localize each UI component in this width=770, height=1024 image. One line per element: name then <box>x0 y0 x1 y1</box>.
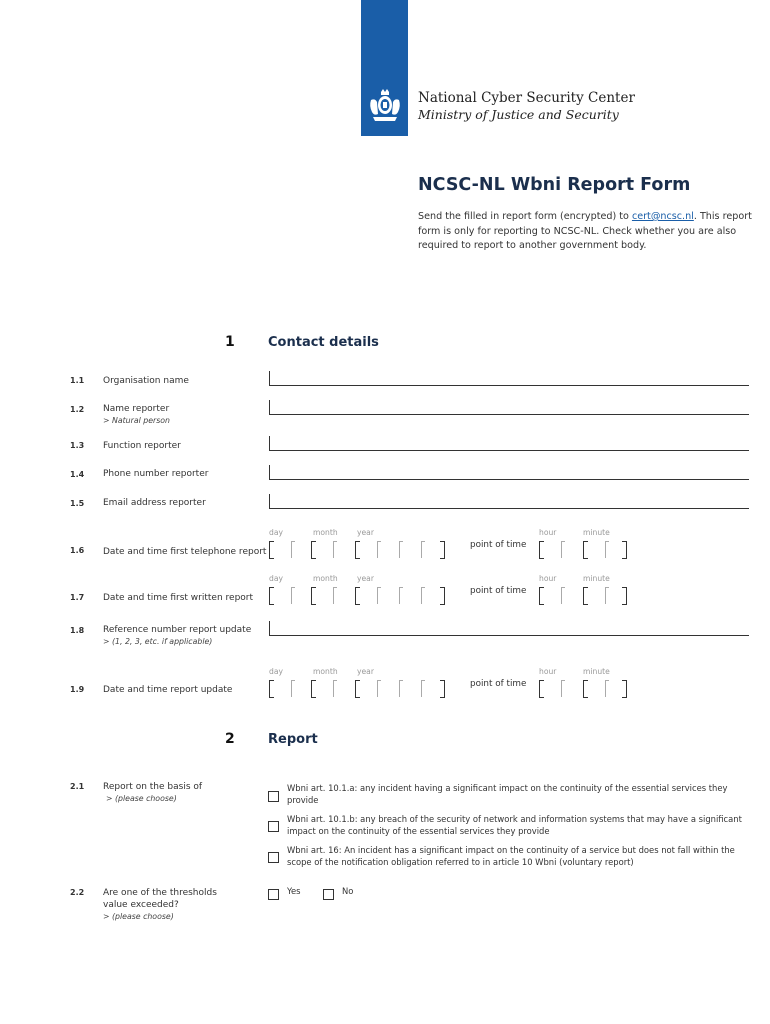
option-16-label: Wbni art. 16: An incident has a significant impact on the continuity of a service but does not fall within the scope of the notification obligation referred to in article 10 Wbni (voluntary report) <box>287 845 735 867</box>
datetime-1-9-date-digit[interactable] <box>421 680 425 697</box>
q1-6-label: Date and time first telephone report <box>103 547 267 557</box>
q1-8-sublabel: > (1, 2, 3, etc. if applicable) <box>103 637 213 646</box>
section-2-title: Report <box>268 732 318 747</box>
q1-6-number: 1.6 <box>70 546 85 555</box>
section-1-number: 1 <box>225 334 235 350</box>
q1-8-label <box>103 624 251 648</box>
org-name: National Cyber Security Center <box>418 90 635 106</box>
option-10-1-b-label: Wbni art. 10.1.b: any breach of the security of network and information systems that may have a significant impact on the continuity of the essential services they provide <box>287 814 742 836</box>
intro-text-start: Send the filled in report form (encrypted) to <box>418 211 632 222</box>
datetime-1-7-hour-label: hour <box>539 574 557 583</box>
q1-9-number: 1.9 <box>70 685 85 694</box>
q2-1-label-text: Report on the basis of <box>103 782 203 792</box>
q1-8-number: 1.8 <box>70 626 85 635</box>
datetime-1-7-year-label: year <box>357 574 374 583</box>
q2-1-sublabel: > (please choose) <box>106 794 177 803</box>
datetime-1-9-time-digit[interactable] <box>583 680 588 698</box>
datetime-1-6-point-of-time-label: point of time <box>470 540 527 550</box>
q1-4-label: Phone number reporter <box>103 469 209 479</box>
datetime-1-9-date-digit[interactable] <box>399 680 403 697</box>
q1-5-label: Email address reporter <box>103 498 206 508</box>
datetime-1-7-day-label: day <box>269 574 283 583</box>
datetime-1-7-date-digit[interactable] <box>269 587 274 605</box>
datetime-1-7-date-digit[interactable] <box>377 587 381 604</box>
datetime-1-6-time-digit[interactable] <box>605 541 609 558</box>
section-1-title: Contact details <box>268 335 379 350</box>
datetime-1-7-point-of-time-label: point of time <box>470 586 527 596</box>
datetime-1-9-date-digit[interactable] <box>355 680 360 698</box>
yes-checkbox[interactable] <box>268 889 279 900</box>
reference-number-field[interactable] <box>269 621 749 636</box>
datetime-1-6-time-digit[interactable] <box>539 541 544 559</box>
section-2-number: 2 <box>225 731 235 747</box>
q1-2-label <box>103 403 170 427</box>
option-10-1-a-label: Wbni art. 10.1.a: any incident having a significant impact on the continuity of the essential services they provide <box>287 783 728 805</box>
datetime-1-9-time-end <box>622 680 627 698</box>
datetime-1-6-time-end <box>622 541 627 559</box>
q1-7-label: Date and time first written report <box>103 593 254 603</box>
q1-2-number: 1.2 <box>70 405 85 414</box>
datetime-1-7-time-digit[interactable] <box>539 587 544 605</box>
q1-3-label: Function reporter <box>103 441 181 451</box>
datetime-1-9-time-digit[interactable] <box>539 680 544 698</box>
q2-1-label <box>103 781 202 805</box>
datetime-1-7-date-digit[interactable] <box>333 587 337 604</box>
datetime-1-6-date-digit[interactable] <box>291 541 295 558</box>
datetime-1-7-date-digit[interactable] <box>311 587 316 605</box>
form-title: NCSC-NL Wbni Report Form <box>418 175 691 195</box>
q1-2-sublabel: > Natural person <box>103 416 170 425</box>
datetime-1-7-date-digit[interactable] <box>291 587 295 604</box>
q1-9-label: Date and time report update <box>103 685 233 695</box>
intro-text-end: . This report form is only for reporting to NCSC-NL. Check whether you are also required to report to another government body. <box>418 211 752 251</box>
q1-1-label: Organisation name <box>103 376 189 386</box>
datetime-1-7-time-digit[interactable] <box>605 587 609 604</box>
option-16-checkbox[interactable] <box>268 852 279 863</box>
datetime-1-7-time-digit[interactable] <box>561 587 565 604</box>
datetime-1-9-date-digit[interactable] <box>269 680 274 698</box>
function-reporter-field[interactable] <box>269 436 749 451</box>
datetime-1-6-date-digit[interactable] <box>377 541 381 558</box>
no-label: No <box>342 886 354 896</box>
organisation-name-field[interactable] <box>269 371 749 386</box>
q1-5-number: 1.5 <box>70 499 85 508</box>
yes-label: Yes <box>287 886 301 896</box>
q2-2-sublabel: > (please choose) <box>103 912 174 921</box>
ministry-name: Ministry of Justice and Security <box>418 107 619 122</box>
datetime-1-9-hour-label: hour <box>539 667 557 676</box>
logo-bar <box>361 0 408 136</box>
datetime-1-7-time-end <box>622 587 627 605</box>
datetime-1-9-date-digit[interactable] <box>291 680 295 697</box>
datetime-1-9-year-label: year <box>357 667 374 676</box>
q2-2-label-text: Are one of the thresholds value exceeded? <box>103 888 217 910</box>
email-link[interactable]: cert@ncsc.nl <box>631 211 694 222</box>
datetime-1-9-time-digit[interactable] <box>561 680 565 697</box>
phone-number-field[interactable] <box>269 465 749 480</box>
datetime-1-6-day-label: day <box>269 528 283 537</box>
datetime-1-6-time-digit[interactable] <box>561 541 565 558</box>
datetime-1-9-date-digit[interactable] <box>311 680 316 698</box>
datetime-1-6-month-label: month <box>313 528 338 537</box>
datetime-1-6-date-digit[interactable] <box>355 541 360 559</box>
datetime-1-9-month-label: month <box>313 667 338 676</box>
q2-2-label <box>103 887 243 923</box>
intro-text <box>418 210 753 254</box>
datetime-1-7-minute-label: minute <box>583 574 610 583</box>
datetime-1-9-date-digit[interactable] <box>377 680 381 697</box>
datetime-1-9-time-digit[interactable] <box>605 680 609 697</box>
option-10-1-b-checkbox[interactable] <box>268 821 279 832</box>
q1-2-label-text: Name reporter <box>103 404 170 414</box>
datetime-1-7-date-digit[interactable] <box>355 587 360 605</box>
datetime-1-9-date-end <box>440 680 445 698</box>
datetime-1-9-day-label: day <box>269 667 283 676</box>
datetime-1-9-date-digit[interactable] <box>333 680 337 697</box>
datetime-1-9-minute-label: minute <box>583 667 610 676</box>
datetime-1-6-date-end <box>440 541 445 559</box>
option-10-1-a-checkbox[interactable] <box>268 791 279 802</box>
datetime-1-7-date-digit[interactable] <box>399 587 403 604</box>
q1-1-number: 1.1 <box>70 376 85 385</box>
datetime-1-7-date-digit[interactable] <box>421 587 425 604</box>
q1-8-label-text: Reference number report update <box>103 625 252 635</box>
royal-crest-icon <box>365 86 405 126</box>
datetime-1-6-minute-label: minute <box>583 528 610 537</box>
datetime-1-6-date-digit[interactable] <box>399 541 403 558</box>
datetime-1-6-year-label: year <box>357 528 374 537</box>
datetime-1-6-date-digit[interactable] <box>421 541 425 558</box>
q2-1-number: 2.1 <box>70 782 85 791</box>
datetime-1-6-hour-label: hour <box>539 528 557 537</box>
datetime-1-7-date-end <box>440 587 445 605</box>
q1-3-number: 1.3 <box>70 441 85 450</box>
q1-4-number: 1.4 <box>70 470 85 479</box>
email-address-field[interactable] <box>269 494 749 509</box>
datetime-1-7-month-label: month <box>313 574 338 583</box>
q1-7-number: 1.7 <box>70 593 85 602</box>
datetime-1-6-date-digit[interactable] <box>311 541 316 559</box>
no-checkbox[interactable] <box>323 889 334 900</box>
q2-2-number: 2.2 <box>70 888 85 897</box>
datetime-1-9-point-of-time-label: point of time <box>470 679 527 689</box>
name-reporter-field[interactable] <box>269 400 749 415</box>
datetime-1-6-date-digit[interactable] <box>269 541 274 559</box>
datetime-1-6-date-digit[interactable] <box>333 541 337 558</box>
datetime-1-7-time-digit[interactable] <box>583 587 588 605</box>
datetime-1-6-time-digit[interactable] <box>583 541 588 559</box>
